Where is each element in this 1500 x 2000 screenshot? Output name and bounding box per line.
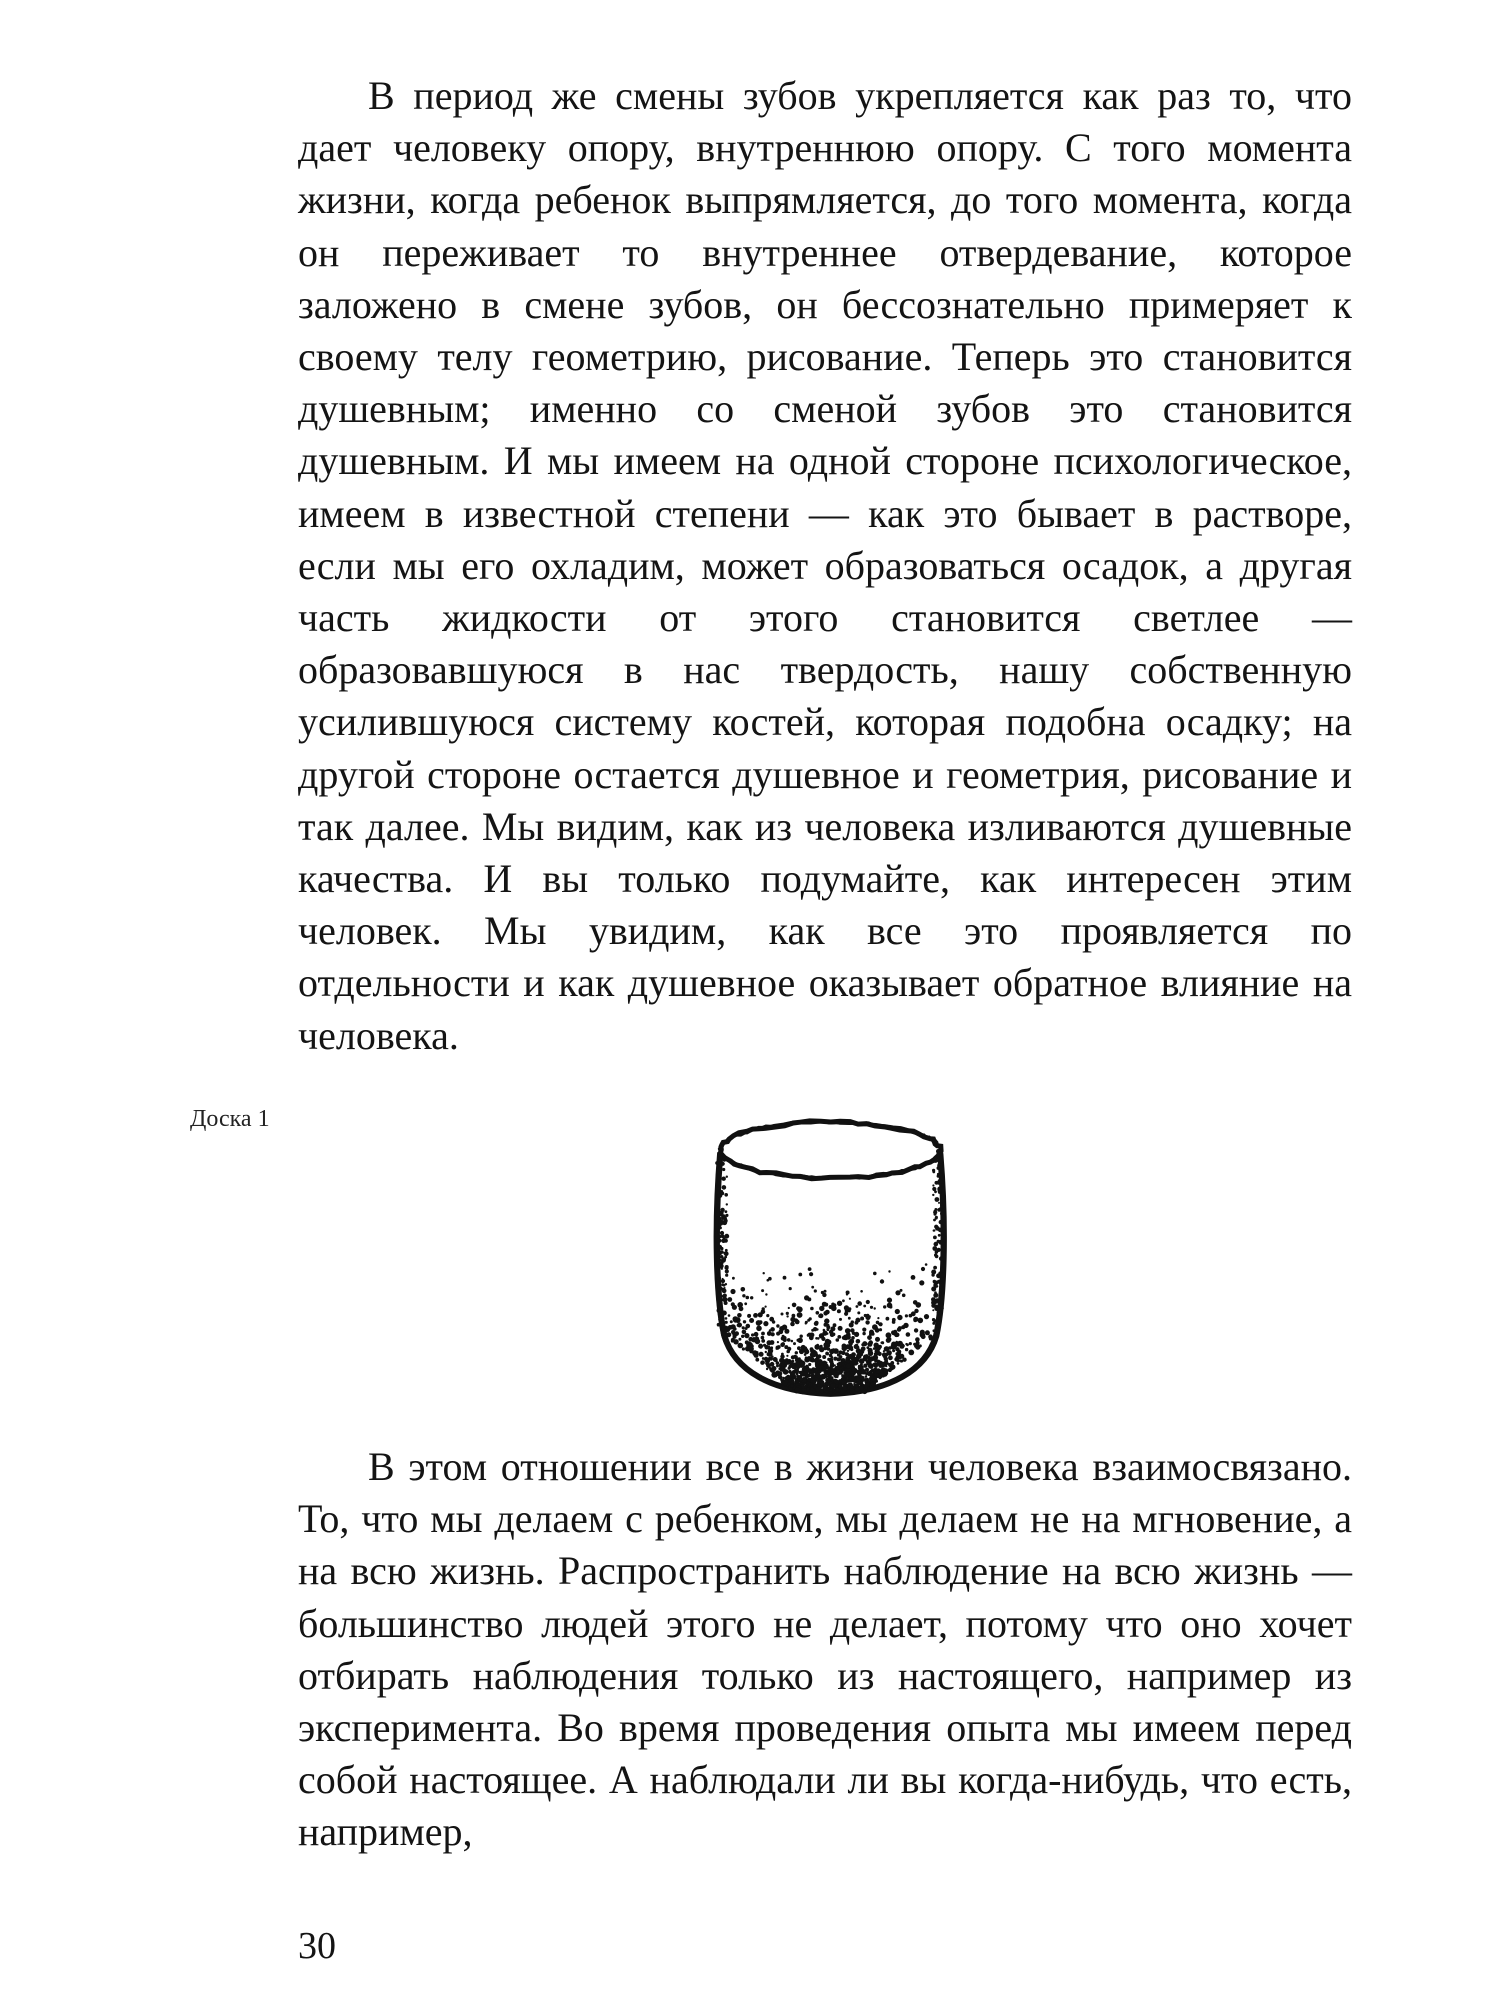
figure-caption: Доска 1 [190,1106,270,1132]
body-paragraph-2: В этом отношении все в жизни человека взаимосвязано. То, что мы делаем с ребенком, мы делаем не на мгновение, а на всю жизнь. Распространить наблюдение на всю жизнь — большинство людей этого не делает, потому что оно хочет отбирать наблюдения только из настоящего, например из эксперимента. Во время проведения опыта мы имеем перед собой настоящее. А наблюдали ли вы когда-нибудь, что есть, например, [298,1444,1352,1855]
body-paragraph-1: В период же смены зубов укрепляется как раз то, что дает человеку опору, внутреннюю опору. С того момента жизни, когда ребенок выпрямляется, до того момента, когда он переживает то внутреннее отвердевание, которое заложено в смене зубов, он бессознательно примеряет к своему телу геометрию, рисование. Теперь это становится душевным; именно со сменой зубов это становится душевным. И мы имеем на одной стороне психологическое, имеем в известной степени — как это бывает в растворе, если мы его охладим, может образоваться осадок, а другая часть жидкости от этого становится светлее — образовавшуюся в нас твердость, нашу собственную усилившуюся систему костей, которая подобна осадку; на другой стороне остается душевное и геометрия, рисование и так далее. Мы видим, как из человека изливаются душевные качества. И вы только подумайте, как интересен этим человек. Мы увидим, как все это проявляется по отдельности и как душевное оказывает обратное влияние на человека. [298,73,1352,1058]
glass-with-sediment-icon [690,1108,970,1408]
page-number: 30 [298,1925,336,1967]
glass-with-sediment-figure [690,1108,970,1408]
